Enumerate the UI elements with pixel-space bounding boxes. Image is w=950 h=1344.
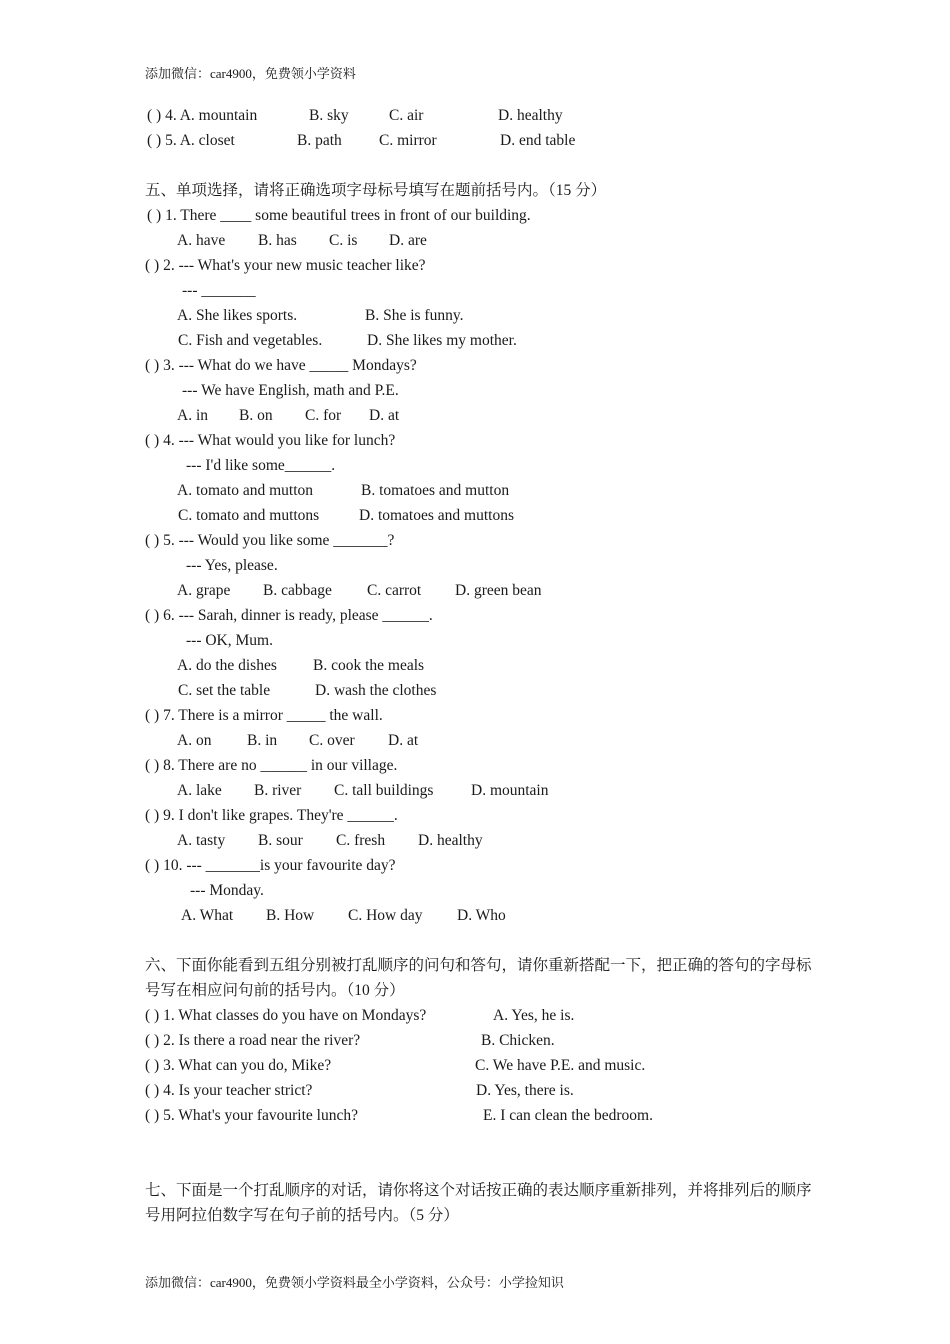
s5-q4-opt-a: A. tomato and mutton bbox=[177, 482, 314, 499]
s5-q9-opt-a: A. tasty bbox=[177, 832, 226, 849]
s6-row-2 bbox=[145, 1028, 825, 1053]
s5-q5-opt-b: B. cabbage bbox=[263, 582, 332, 599]
s5-q8: ( ) 8. There are no ______ in our village. bbox=[145, 757, 398, 774]
s5-q6-opt-b: B. cook the meals bbox=[313, 657, 425, 674]
s5-q2-opt-d: D. She likes my mother. bbox=[367, 332, 517, 349]
s5-q4-opt-b: B. tomatoes and mutton bbox=[361, 482, 510, 499]
s5-q9: ( ) 9. I don't like grapes. They're ______. bbox=[145, 807, 398, 824]
s5-q10-opt-d: D. Who bbox=[457, 907, 506, 924]
s5-q6-opt-c: C. set the table bbox=[178, 682, 271, 699]
s5-q4: ( ) 4. --- What would you like for lunch? bbox=[145, 432, 396, 449]
s5-q3-options bbox=[145, 403, 825, 428]
s5-q1-opt-a: A. have bbox=[177, 232, 226, 249]
s6-row-4 bbox=[145, 1078, 825, 1103]
section5-title: 五、单项选择，请将正确选项字母标号填写在题前括号内。（15 分） bbox=[145, 182, 607, 199]
s5-q3-opt-d: D. at bbox=[369, 407, 400, 424]
s5-q1-opt-c: C. is bbox=[329, 232, 358, 249]
s5-q7: ( ) 7. There is a mirror _____ the wall. bbox=[145, 707, 383, 724]
s5-q8-opt-c: C. tall buildings bbox=[334, 782, 434, 799]
s5-q3-opt-b: B. on bbox=[239, 407, 273, 424]
s5-q10-answer: --- Monday. bbox=[190, 882, 264, 899]
s4-q5-option-c: C. mirror bbox=[379, 132, 437, 149]
s4-q4-option-c: C. air bbox=[389, 107, 424, 124]
s5-q3-opt-a: A. in bbox=[177, 407, 208, 424]
s5-q6-opt-d: D. wash the clothes bbox=[315, 682, 437, 699]
s5-q7-opt-b: B. in bbox=[247, 732, 278, 749]
page-footer: 添加微信：car4900，免费领小学资料最全小学资料，公众号：小学捡知识 bbox=[145, 1275, 564, 1290]
s5-q2: ( ) 2. --- What's your new music teacher like? bbox=[145, 257, 426, 274]
s4-q5-option-b: B. path bbox=[297, 132, 342, 149]
s4-q4-option-d: D. healthy bbox=[498, 107, 563, 124]
s5-q4-opt-d: D. tomatoes and muttons bbox=[359, 507, 514, 524]
s5-q5: ( ) 5. --- Would you like some _______? bbox=[145, 532, 395, 549]
s5-q10: ( ) 10. --- _______is your favourite day? bbox=[145, 857, 396, 874]
s6-q1: ( ) 1. What classes do you have on Mondays? bbox=[145, 1007, 427, 1024]
s5-q7-opt-d: D. at bbox=[388, 732, 419, 749]
s5-q1-opt-b: B. has bbox=[258, 232, 297, 249]
s5-q8-opt-b: B. river bbox=[254, 782, 302, 799]
s5-q2-answer: --- _______ bbox=[182, 282, 256, 299]
s4-question-5 bbox=[145, 128, 825, 153]
section6-title: 六、下面你能看到五组分别被打乱顺序的问句和答句，请你重新搭配一下，把正确的答句的字母标号写在相应问句前的括号内。（10 分） bbox=[145, 957, 812, 999]
s5-q7-options bbox=[145, 728, 825, 753]
s6-q3: ( ) 3. What can you do, Mike? bbox=[145, 1057, 332, 1074]
s5-q7-opt-c: C. over bbox=[309, 732, 355, 749]
s6-row-3 bbox=[145, 1053, 825, 1078]
s4-q4-option-a: ( ) 4. A. mountain bbox=[147, 107, 258, 124]
s5-q7-opt-a: A. on bbox=[177, 732, 212, 749]
s5-q4-options-row2 bbox=[145, 503, 825, 528]
s4-q5-option-d: D. end table bbox=[500, 132, 576, 149]
s5-q6-opt-a: A. do the dishes bbox=[177, 657, 277, 674]
s5-q1-options bbox=[145, 228, 825, 253]
s4-q5-option-a: ( ) 5. A. closet bbox=[147, 132, 235, 149]
s6-a2: B. Chicken. bbox=[481, 1032, 555, 1049]
s5-q6-options-row1 bbox=[145, 653, 825, 678]
s4-q4-option-b: B. sky bbox=[309, 107, 349, 124]
s5-q10-options bbox=[145, 903, 825, 928]
s6-row-1 bbox=[145, 1003, 825, 1028]
s5-q9-opt-c: C. fresh bbox=[336, 832, 386, 849]
s5-q6-answer: --- OK, Mum. bbox=[186, 632, 273, 649]
s5-q9-opt-d: D. healthy bbox=[418, 832, 483, 849]
s5-q2-opt-c: C. Fish and vegetables. bbox=[178, 332, 323, 349]
s5-q4-options-row1 bbox=[145, 478, 825, 503]
s5-q10-opt-c: C. How day bbox=[348, 907, 423, 924]
s5-q6: ( ) 6. --- Sarah, dinner is ready, please ______. bbox=[145, 607, 433, 624]
s5-q8-options bbox=[145, 778, 825, 803]
s6-a3: C. We have P.E. and music. bbox=[475, 1057, 646, 1074]
s5-q2-options-row2 bbox=[145, 328, 825, 353]
s6-a5: E. I can clean the bedroom. bbox=[483, 1107, 653, 1124]
s6-q5: ( ) 5. What's your favourite lunch? bbox=[145, 1107, 358, 1124]
s5-q3-opt-c: C. for bbox=[305, 407, 342, 424]
s5-q5-opt-d: D. green bean bbox=[455, 582, 542, 599]
s5-q3-answer: --- We have English, math and P.E. bbox=[182, 382, 399, 399]
s6-a1: A. Yes, he is. bbox=[493, 1007, 575, 1024]
s5-q2-options-row1 bbox=[145, 303, 825, 328]
s5-q5-options bbox=[145, 578, 825, 603]
s5-q6-options-row2 bbox=[145, 678, 825, 703]
s5-q3: ( ) 3. --- What do we have _____ Mondays? bbox=[145, 357, 417, 374]
s4-question-4 bbox=[145, 103, 825, 128]
s5-q8-opt-a: A. lake bbox=[177, 782, 222, 799]
s6-a4: D. Yes, there is. bbox=[476, 1082, 574, 1099]
s5-q5-answer: --- Yes, please. bbox=[186, 557, 278, 574]
s5-q5-opt-a: A. grape bbox=[177, 582, 231, 599]
s5-q9-opt-b: B. sour bbox=[258, 832, 303, 849]
s5-q1: ( ) 1. There ____ some beautiful trees in front of our building. bbox=[147, 207, 531, 224]
s5-q9-options bbox=[145, 828, 825, 853]
s5-q4-answer: --- I'd like some______. bbox=[186, 457, 336, 474]
s5-q4-opt-c: C. tomato and muttons bbox=[178, 507, 320, 524]
s5-q2-opt-b: B. She is funny. bbox=[365, 307, 464, 324]
s5-q10-opt-b: B. How bbox=[266, 907, 315, 924]
s5-q5-opt-c: C. carrot bbox=[367, 582, 422, 599]
s6-q2: ( ) 2. Is there a road near the river? bbox=[145, 1032, 361, 1049]
exam-content bbox=[145, 103, 825, 1228]
page-header: 添加微信：car4900，免费领小学资料 bbox=[145, 66, 356, 81]
s6-q4: ( ) 4. Is your teacher strict? bbox=[145, 1082, 313, 1099]
s5-q1-opt-d: D. are bbox=[389, 232, 427, 249]
s6-row-5 bbox=[145, 1103, 825, 1128]
s5-q8-opt-d: D. mountain bbox=[471, 782, 549, 799]
section7-title: 七、下面是一个打乱顺序的对话，请你将这个对话按正确的表达顺序重新排列，并将排列后的顺序号用阿拉伯数字写在句子前的括号内。（5 分） bbox=[145, 1182, 812, 1224]
s5-q2-opt-a: A. She likes sports. bbox=[177, 307, 298, 324]
s5-q10-opt-a: A. What bbox=[181, 907, 234, 924]
